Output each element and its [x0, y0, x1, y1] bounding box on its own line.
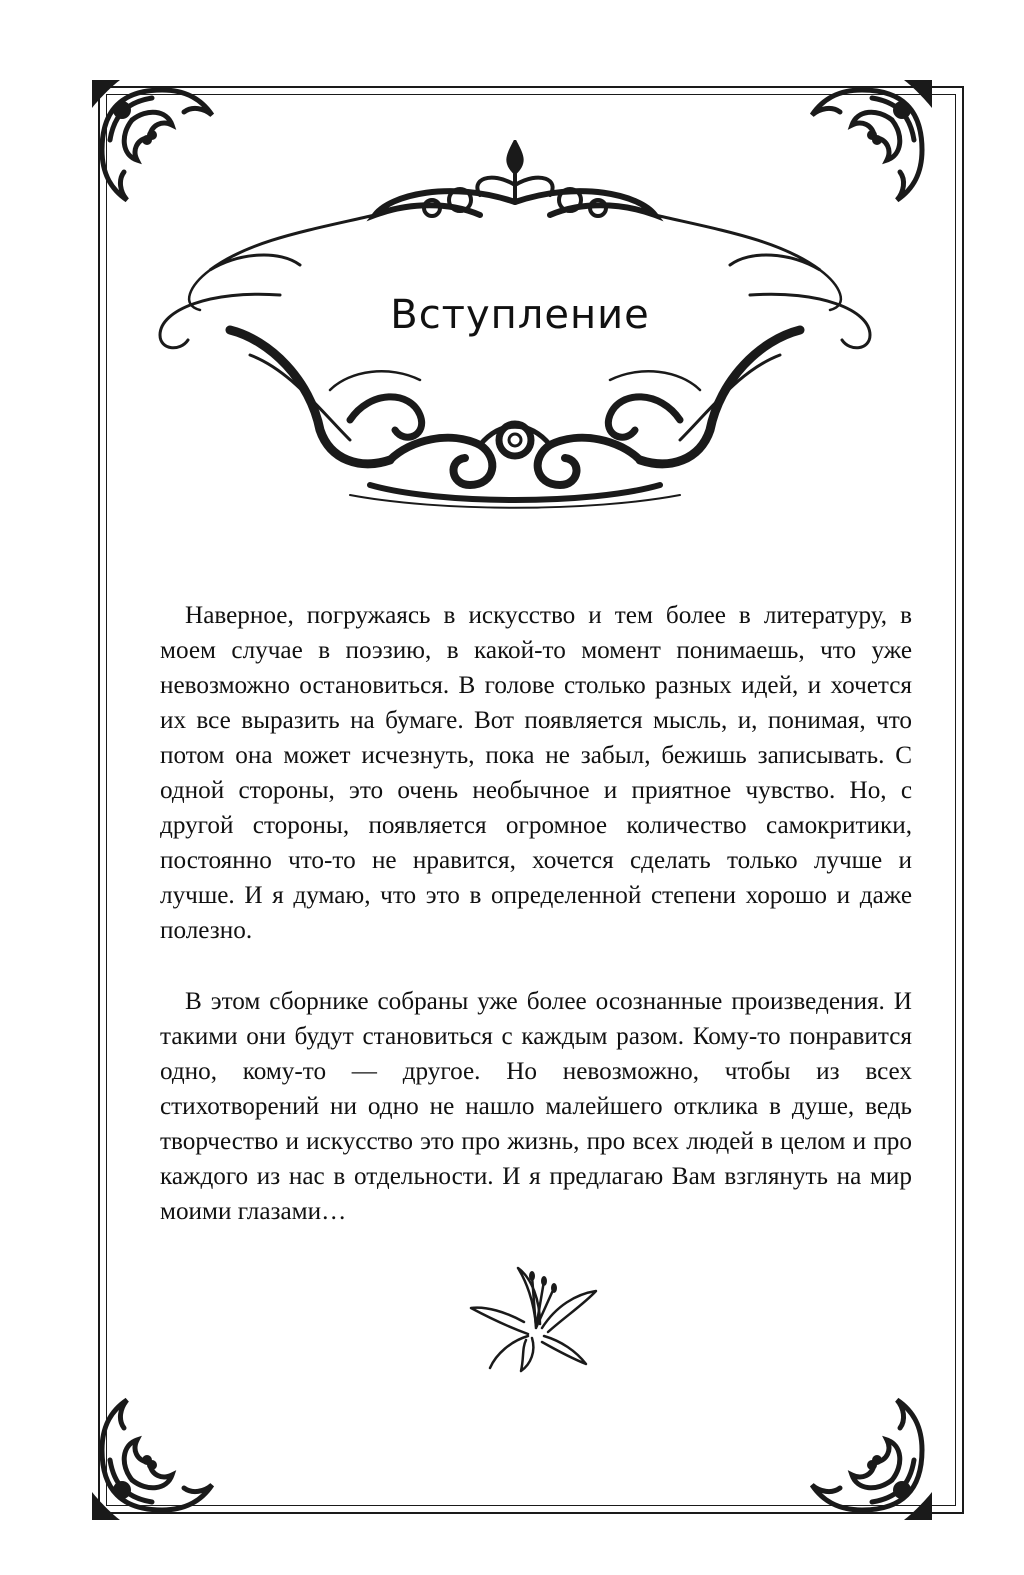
lily-flower-icon — [466, 1256, 606, 1376]
corner-ornament-bottom-left — [92, 1380, 232, 1520]
corner-ornament-bottom-right — [792, 1380, 932, 1520]
paragraph: Наверное, погружаясь в искусство и тем более в литературу, в моем случае в поэзию, в какой-то момент понимаешь, что уже невозможно остановиться. В голове столько разных идей, и хочется их все выразить на бумаге. Вот появляется мысль, и, понимая, что потом она может исчезнуть, пока не забыл, бежишь записывать. С одной стороны, это очень необычное и приятное чувство. Но, с другой стороны, появляется огромное количество самокритики, постоянно что-то не нравится, хочется сделать только лучше и лучше. И я думаю, что это в определенной степени хорошо и даже полезно. — [160, 602, 912, 944]
paragraph: В этом сборнике собраны уже более осознанные произведения. И такими они будут становиться с каждым разом. Кому-то понравится одно, кому-то — другое. Но невозможно, чтобы из всех стихотворений ни одно не нашло малейшего отклика в душе, ведь творчество и искусство это про жизнь, про всех людей в целом и про каждого из нас в отдельности. И я предлагаю Вам взглянуть на мир моими глазами… — [160, 988, 912, 1225]
body-text — [160, 598, 912, 1229]
page-title: Вступление — [390, 292, 650, 338]
